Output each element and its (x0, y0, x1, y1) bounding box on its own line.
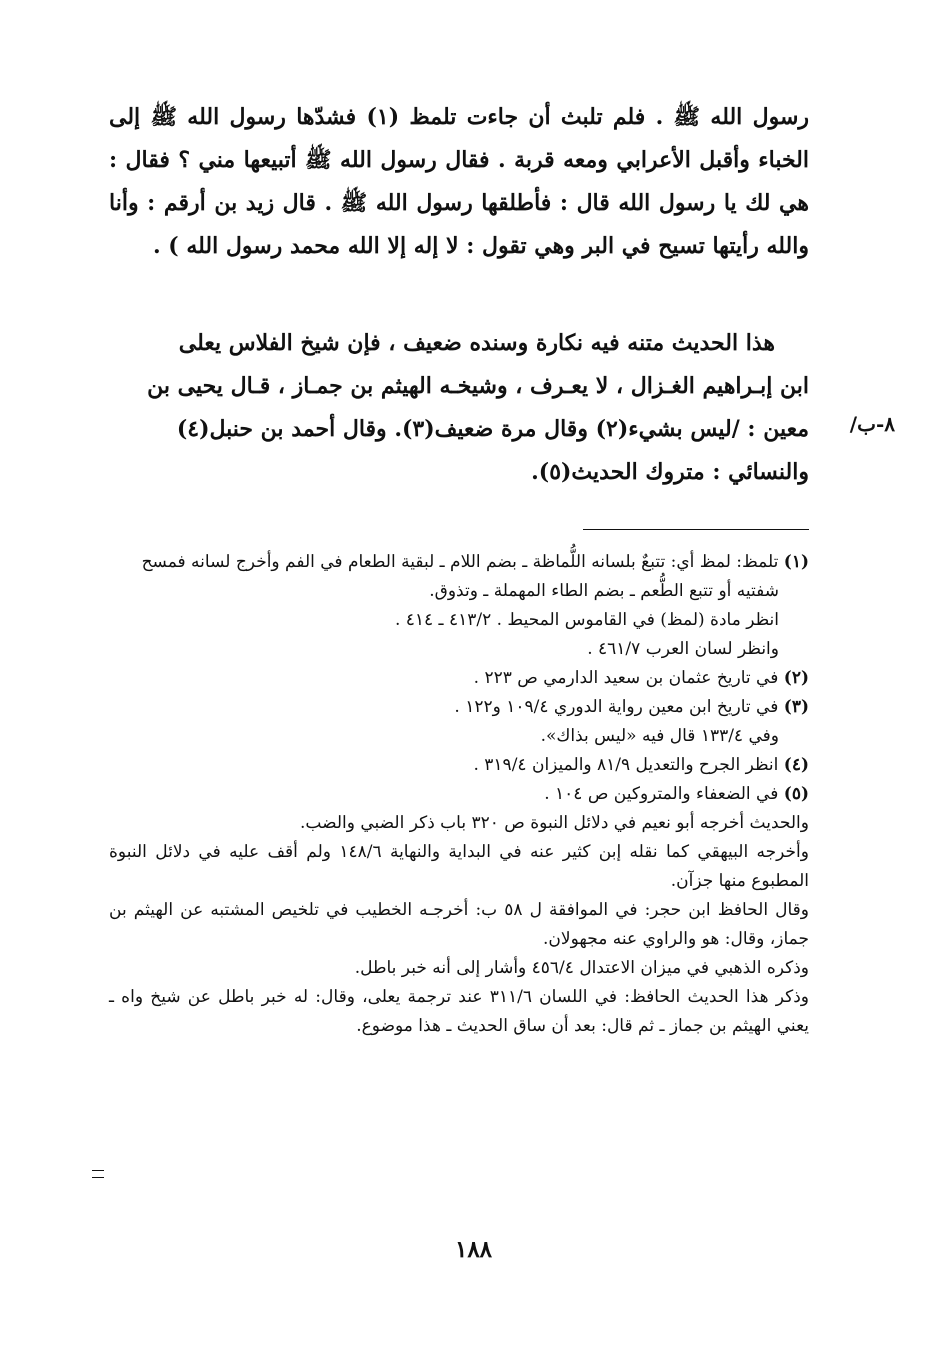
hadith-paragraph: رسول الله ﷺ . فلم تلبث أن جاءت تلمظ (١) فشدّها رسول الله ﷺ إلى الخباء وأقبل الأعرابي ومعه قربة . فقال رسول الله ﷺ أتبيعها مني ؟ فقال : هي لك يا رسول الله قال : فأطلقها رسول الله ﷺ . قال زيد بن أرقم : وأنا والله رأيتها تسيح في البر وهي تقول : لا إله إلا الله محمد رسول الله ) . (109, 104, 809, 259)
manuscript-folio-marker: /٨-ب (849, 412, 895, 436)
footnote-text: تلمظ: لمظ أي: تتبعٌ بلسانه اللُّماظة ـ بضم اللام ـ لبقية الطعام في الفم وأخرج لسانه فمسح شفتيه أو تتبع الطُّعم ـ بضم الطاء المهملة ـ وتذوق. (141, 552, 779, 601)
footnote-text: في تاريخ ابن معين رواية الدوري ١٠٩/٤ و١٢٢ . (454, 697, 779, 717)
commentary-line: والنسائي : متروك الحديث(٥). (531, 459, 809, 485)
footnote-number: (٣) (783, 697, 809, 717)
footnote-2 (109, 664, 809, 693)
page-number: ١٨٨ (454, 1236, 493, 1263)
footnote-number: (٥) (783, 784, 809, 804)
commentary-line: هذا الحديث متنه فيه نكارة وسنده ضعيف ، فإن شيخ الفلاس يعلى (178, 330, 775, 356)
footnote-paragraph: وقال الحافظ ابن حجر: في الموافقة ل ٥٨ ب: أخرجـه الخطيب في تلخيص المشتبه عن الهيثم بن جماز، وقال: هو والراوي عنه مجهولان. (109, 900, 809, 949)
footnote-text: انظر الجرح والتعديل ٨١/٩ والميزان ٣١٩/٤ . (473, 755, 779, 775)
footnotes-block (109, 548, 809, 1041)
commentary-line: ابن إبـراهيم الغـزال ، لا يعـرف ، وشيخـه الهيثم بن جمـاز ، قـال يحيى بن (147, 373, 809, 399)
footnote-paragraph: والحديث أخرجه أبو نعيم في دلائل النبوة ص ٣٢٠ باب ذكر الضبي والضب. (300, 813, 809, 833)
footnote-separator (583, 529, 809, 530)
footnote-paragraph: وذكر هذا الحديث الحافظ: في اللسان ٣١١/٦ عند ترجمة يعلى، وقال: له خبر باطل عن شيخ واه ـ يعني الهيثم بن جماز ـ ثم قال: بعد أن ساق الحديث ـ هذا موضوع. (109, 987, 809, 1036)
footnote-4 (109, 751, 809, 780)
printer-mark (92, 1170, 104, 1178)
footnote-reference: انظر مادة (لمظ) في القاموس المحيط . ٤١٣/٢ ـ ٤١٤ . (394, 610, 779, 630)
footnote-1 (109, 548, 809, 606)
footnote-number: (٤) (783, 755, 809, 775)
footnote-5 (109, 780, 809, 809)
footnote-paragraph: وذكره الذهبي في ميزان الاعتدال ٤٥٦/٤ وأشار إلى أنه خبر باطل. (354, 958, 809, 978)
main-text-block (109, 96, 809, 268)
commentary-line: معين : /ليس بشيء(٢) وقال مرة ضعيف(٣). وقال أحمد بن حنبل(٤) (176, 416, 809, 442)
footnote-text: في تاريخ عثمان بن سعيد الدارمي ص ٢٢٣ . (473, 668, 779, 688)
footnote-reference: وفي ١٣٣/٤ قال فيه «ليس بذاك». (540, 726, 779, 746)
footnote-number: (٢) (783, 668, 809, 688)
footnote-reference: وانظر لسان العرب ٤٦١/٧ . (587, 639, 779, 659)
footnote-number: (١) (783, 552, 809, 572)
footnote-paragraph: وأخرجه البيهقي كما نقله إبن كثير عنه في البداية والنهاية ١٤٨/٦ ولم أقف عليه في دلائل النبوة المطبوع منها جزآن. (109, 842, 809, 891)
commentary-block (109, 322, 809, 494)
footnote-3 (109, 693, 809, 722)
footnote-text: في الضعفاء والمتروكين ص ١٠٤ . (544, 784, 779, 804)
